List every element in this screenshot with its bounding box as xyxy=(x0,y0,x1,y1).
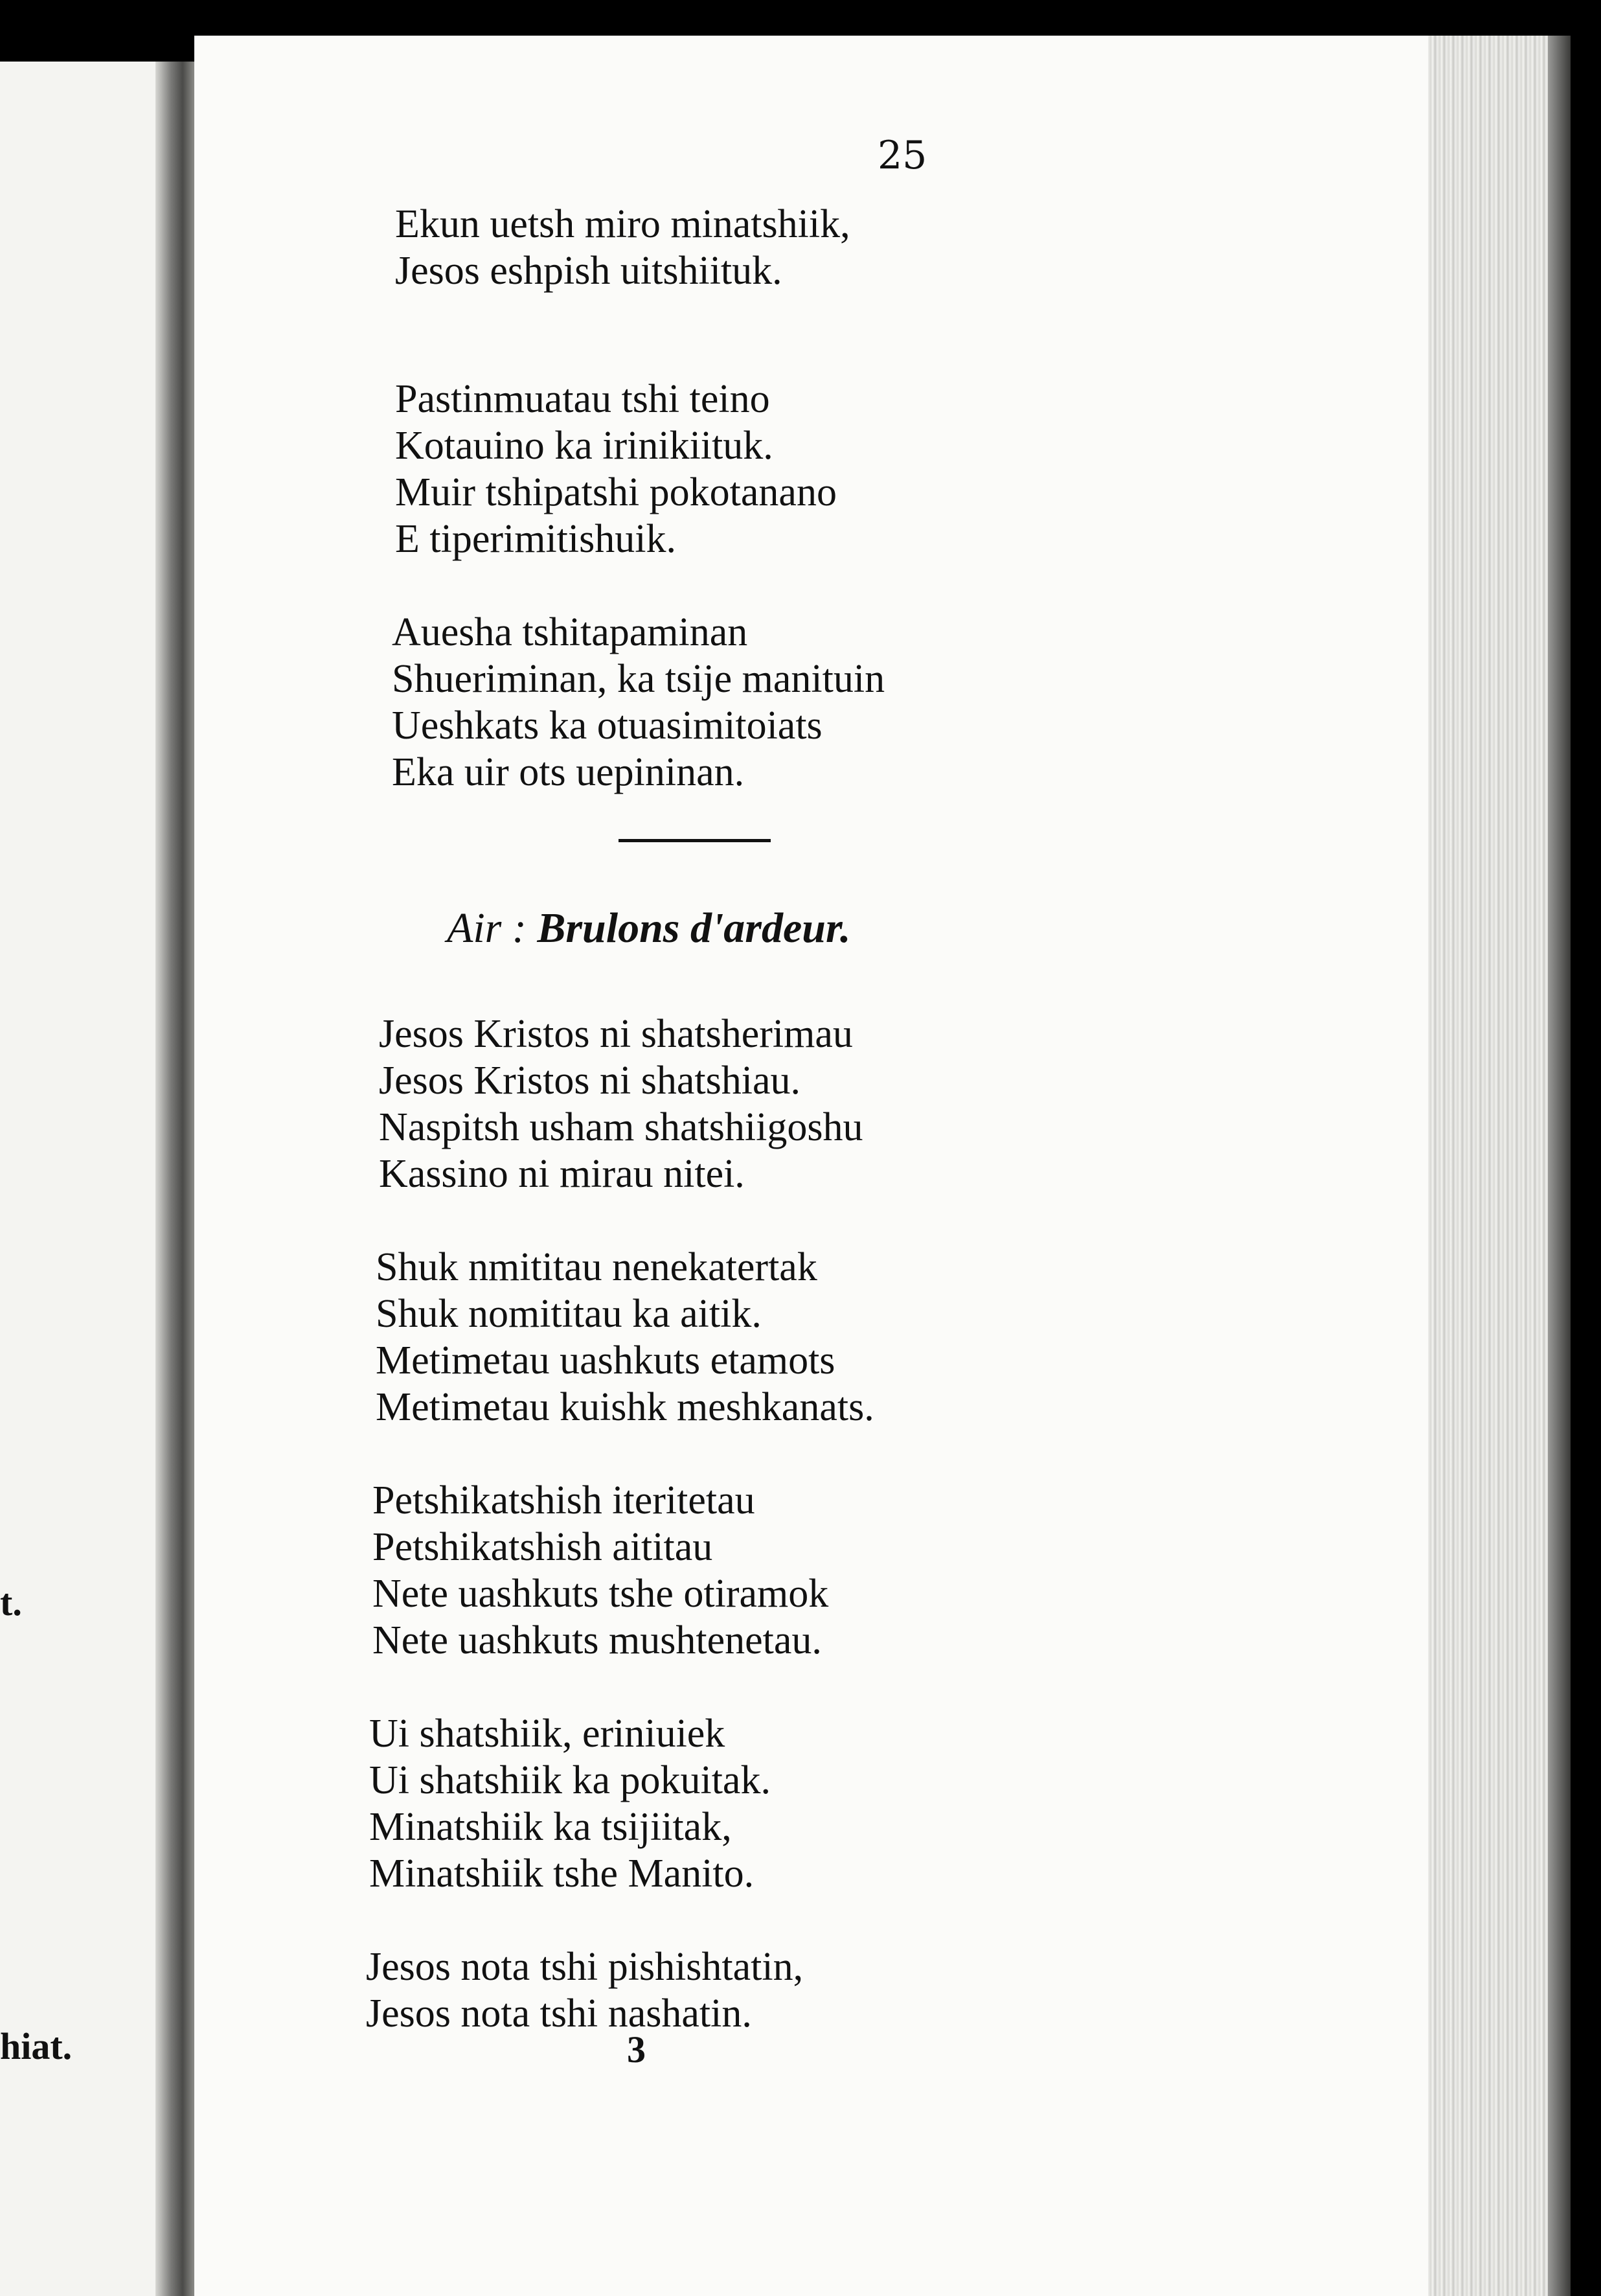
left-page-fragment: hiat. xyxy=(0,2025,73,2067)
section-divider xyxy=(619,839,771,842)
main-page xyxy=(194,36,1460,2296)
verse-line: Metimetau uashkuts etamots xyxy=(376,1338,835,1383)
verse-line: Ui shatshiik ka pokuitak. xyxy=(369,1758,771,1802)
verse-line: Auesha tshitapaminan xyxy=(392,610,748,654)
verse-line: Shuk nmititau nenekatertak xyxy=(376,1245,817,1289)
stanza xyxy=(369,1710,771,1897)
verse-line: Metimetau kuishk meshkanats. xyxy=(376,1385,874,1429)
verse-line: Jesos Kristos ni shatshiau. xyxy=(379,1059,800,1103)
tune-heading xyxy=(447,904,851,953)
signature-mark: 3 xyxy=(627,2028,646,2071)
page-edge-shadow xyxy=(1548,36,1571,2296)
verse-line: Shueriminan, ka tsije manituin xyxy=(392,657,885,701)
verse-line: Nete uashkuts mushtenetau. xyxy=(372,1618,822,1662)
verse-line: Kassino ni mirau nitei. xyxy=(379,1152,745,1196)
stanza xyxy=(376,1244,874,1430)
tune-prefix: Air : xyxy=(447,904,527,952)
verse-line: Jesos nota tshi pishishtatin, xyxy=(366,1945,804,1989)
verse-line: Kotauino ka irinikiituk. xyxy=(395,424,773,468)
stanza xyxy=(395,376,837,562)
verse-line: Pastinmuatau tshi teino xyxy=(395,377,770,421)
left-page-fragment: t. xyxy=(0,1581,22,1624)
verse-line: Jesos nota tshi nashatin. xyxy=(366,1992,752,2036)
verse-line: Ueshkats ka otuasimitoiats xyxy=(392,704,823,748)
page-number: 25 xyxy=(878,133,927,178)
left-facing-page xyxy=(0,62,155,2296)
verse-line: Nete uashkuts tshe otiramok xyxy=(372,1572,829,1616)
verse-line: E tiperimitishuik. xyxy=(395,517,676,561)
book-gutter xyxy=(155,62,194,2296)
verse-line: Eka uir ots uepininan. xyxy=(392,750,745,794)
verse-line: Jesos Kristos ni shatsherimau xyxy=(379,1012,853,1056)
verse-line: Petshikatshish iteritetau xyxy=(372,1478,755,1522)
stanza xyxy=(395,201,850,294)
stanza xyxy=(379,1011,863,1197)
tune-name: Brulons d'ardeur. xyxy=(537,904,851,952)
stanza xyxy=(372,1477,828,1664)
verse-line: Minatshiik ka tsijiitak, xyxy=(369,1805,732,1849)
stanza xyxy=(392,609,885,796)
verse-line: Naspitsh usham shatshiigoshu xyxy=(379,1105,863,1149)
verse-line: Minatshiik tshe Manito. xyxy=(369,1852,755,1896)
verse-line: Jesos eshpish uitshiituk. xyxy=(395,249,782,293)
verse-line: Ekun uetsh miro minatshiik, xyxy=(395,202,850,246)
stanza xyxy=(366,1944,803,2037)
verse-line: Ui shatshiik, eriniuiek xyxy=(369,1712,725,1756)
verse-line: Petshikatshish aititau xyxy=(372,1525,713,1569)
verse-line: Muir tshipatshi pokotanano xyxy=(395,470,837,514)
verse-line: Shuk nomititau ka aitik. xyxy=(376,1292,762,1336)
